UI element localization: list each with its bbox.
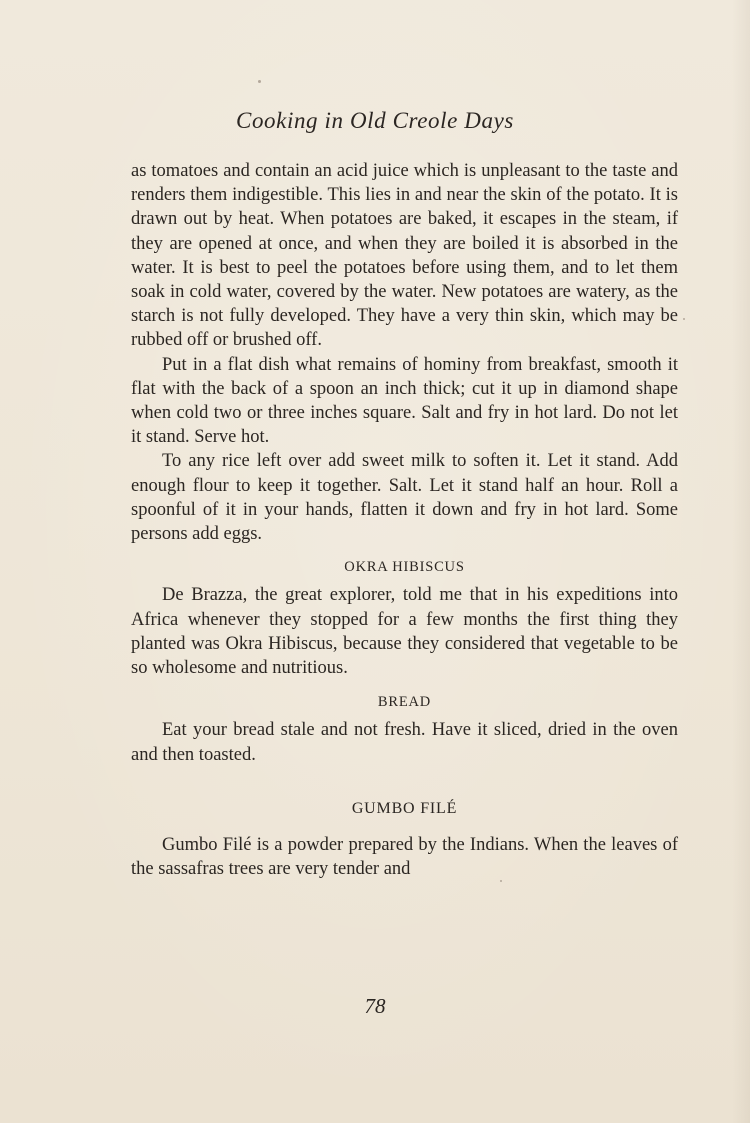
paper-speck [683, 318, 685, 320]
rice-paragraph: To any rice left over add sweet milk to soften it. Let it stand. Add enough flour to keep it together. Salt. Let it stand half an hour. Roll a spoonful of it in your hands, flatten it down and fry in hot lard. Some persons add eggs. [131, 451, 678, 545]
section-heading-gumbo: GUMBO FILÉ [351, 799, 458, 817]
page-edge-shadow [732, 0, 750, 1123]
gumbo-paragraph: Gumbo Filé is a powder prepared by the Indians. When the leaves of the sassafras trees are very tender and [131, 835, 678, 880]
section-heading-bread: BREAD [377, 694, 432, 711]
hominy-paragraph: Put in a flat dish what remains of hominy from breakfast, smooth it flat with the back of a spoon an inch thick; cut it up in diamond shape when cold two or three inches square. Salt and fry in hot lard. Do not let it stand. Serve hot. [131, 354, 678, 448]
page-body [131, 159, 678, 881]
running-header: Cooking in Old Creole Days [236, 108, 514, 133]
bread-paragraph: Eat your bread stale and not fresh. Have it sliced, dried in the oven and then toasted. [131, 720, 678, 765]
continuation-paragraph: as tomatoes and contain an acid juice which is unpleasant to the taste and renders them indigestible. This lies in and near the skin of the potato. It is drawn out by heat. When potatoes are baked, it escapes in the steam, if they are opened at once, and when they are boiled it is absorbed in the water. It is best to peel the potatoes before using them, and to let them soak in cold water, covered by the water. New potatoes are watery, as the starch is not fully developed. They have a very thin skin, which may be rubbed off or brushed off. [131, 161, 678, 351]
okra-paragraph: De Brazza, the great explorer, told me that in his expeditions into Africa whenever they stopped for a few months the first thing they planted was Okra Hibiscus, because they considered that vegetable to be so wholesome and nutritious. [131, 585, 678, 679]
section-heading-okra: OKRA HIBISCUS [344, 559, 465, 576]
page-number: 78 [364, 994, 386, 1018]
paper-speck [258, 80, 261, 83]
